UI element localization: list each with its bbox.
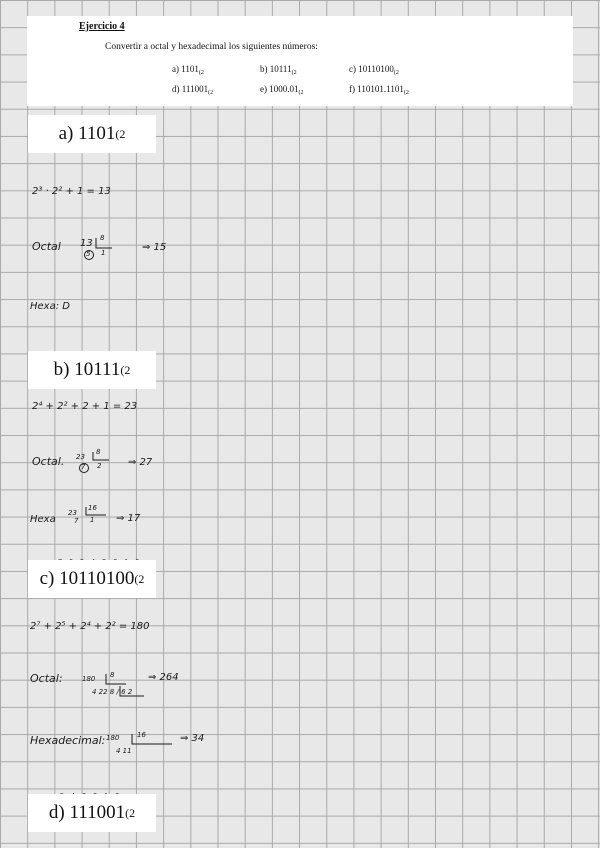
section-a-octal-quotient: 1 bbox=[101, 249, 106, 257]
exercise-item-e: e) $1000.01_{(2}$ bbox=[260, 84, 304, 96]
section-c-octal-label: Octal: bbox=[30, 672, 63, 685]
section-a-octal-dividend: 13 bbox=[80, 238, 93, 249]
section-a-octal-label: Octal bbox=[32, 240, 61, 253]
section-c-hex-dividend: 180 bbox=[106, 734, 120, 742]
section-c-hex-divisor: 16 bbox=[137, 731, 146, 739]
section-b-octal-label: Octal. bbox=[32, 455, 65, 468]
section-b-octal-result: ⇒ 27 bbox=[128, 457, 153, 468]
section-c-decimal: 2⁷ + 2⁵ + 2⁴ + 2² = 180 bbox=[30, 621, 150, 632]
section-c-hex-label: Hexadecimal: bbox=[30, 734, 106, 747]
section-b-octal-dividend: 23 bbox=[76, 453, 85, 461]
exercise-instruction: Convertir a octal y hexadecimal los siguientes números: bbox=[105, 42, 318, 52]
section-a-octal-divisor: 8 bbox=[100, 234, 105, 242]
division-bracket bbox=[104, 672, 148, 702]
section-b-hex-remainder: 7 bbox=[74, 517, 79, 525]
section-c-heading: c) 10110100 (2 bbox=[28, 560, 156, 598]
exercise-item-f: f) $110101.1101_{(2}$ bbox=[349, 84, 409, 96]
section-c-octal-divisor: 8 bbox=[110, 671, 115, 679]
section-b-hex-dividend: 23 bbox=[68, 509, 77, 517]
section-b-octal-divisor: 8 bbox=[96, 448, 101, 456]
division-bracket bbox=[91, 450, 111, 466]
exercise-item-b: b) $10111_{(2}$ bbox=[260, 64, 297, 76]
section-b-hex-result: ⇒ 17 bbox=[116, 513, 141, 524]
remainder-circle bbox=[78, 462, 90, 474]
section-c-octal-work: 4 22 8 / 6 2 bbox=[92, 688, 133, 696]
section-b-decimal: 2⁴ + 2² + 2 + 1 = 23 bbox=[32, 401, 138, 412]
exercise-item-d: d) $111001_{(2}$ bbox=[172, 84, 214, 96]
section-b-hex-quotient: 1 bbox=[90, 516, 95, 524]
division-bracket bbox=[130, 732, 176, 752]
exercise-card bbox=[27, 16, 573, 106]
exercise-item-c: c) $10110100_{(2}$ bbox=[349, 64, 399, 76]
section-a-decimal: 2³ · 2² + 1 = 13 bbox=[32, 186, 111, 197]
section-c-hex-work: 4 11 bbox=[116, 747, 132, 755]
section-a-hex: Hexa: D bbox=[30, 301, 70, 312]
section-b-heading: b) 10111 (2 bbox=[28, 351, 156, 389]
remainder-circle bbox=[83, 249, 95, 261]
section-a-octal-result: ⇒ 15 bbox=[142, 242, 167, 253]
section-a-octal-remainder: 5 bbox=[86, 250, 91, 258]
section-b-octal-remainder: 7 bbox=[81, 463, 86, 471]
section-c-octal-result: ⇒ 264 bbox=[148, 672, 179, 683]
exercise-title: Ejercicio 4 bbox=[79, 21, 125, 32]
division-bracket bbox=[84, 505, 108, 521]
section-b-octal-quotient: 2 bbox=[97, 462, 102, 470]
section-b-hex-divisor: 16 bbox=[88, 504, 97, 512]
section-c-hex-result: ⇒ 34 bbox=[180, 733, 205, 744]
division-bracket bbox=[94, 236, 114, 256]
section-d-heading: d) 111001 (2 bbox=[28, 794, 156, 832]
section-c-octal-dividend: 180 bbox=[82, 675, 96, 683]
exercise-item-a: a) $1101_{(2}$ bbox=[172, 64, 204, 76]
section-b-hex-label: Hexa bbox=[30, 514, 56, 525]
section-a-heading: a) 1101 (2 bbox=[28, 115, 156, 153]
